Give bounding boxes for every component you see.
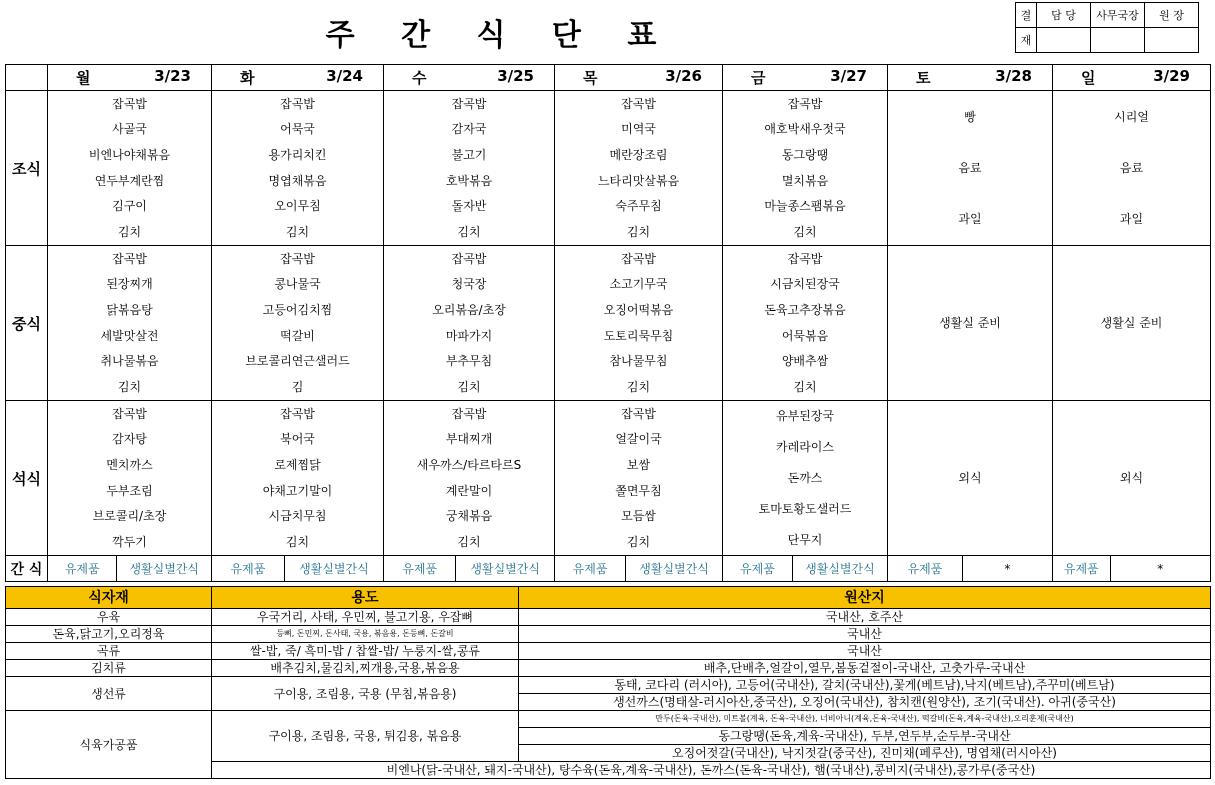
menu-cell (723, 401, 888, 556)
meal-row (6, 246, 1211, 401)
menu-item: 돌자반 (451, 199, 487, 214)
menu-item: 어묵볶음 (781, 328, 829, 343)
menu-item: 두부조림 (106, 483, 153, 498)
menu-item: 잡곡밥 (112, 251, 147, 266)
menu-item: 김치 (457, 225, 481, 240)
snack-item: 유제품 (723, 556, 793, 581)
menu-item: 감자탕 (112, 432, 147, 447)
menu-item: 시금치무침 (268, 509, 327, 524)
origin-source: 동그랑땡(돈육,계육-국내산), 두부,연두부,순두부-국내산 (519, 728, 1211, 745)
origin-use: 구이용, 조림용, 국용 (무침,볶음용) (212, 677, 519, 711)
menu-item: 김구이 (112, 199, 147, 214)
menu-item: 잡곡밥 (451, 406, 487, 421)
menu-item: 야채고기말이 (262, 483, 333, 498)
menu-item: 명엽채볶음 (268, 173, 327, 188)
menu-item: 쫄면무침 (615, 483, 662, 498)
snack-item: 유제품 (555, 556, 626, 581)
menu-item: 잡곡밥 (112, 406, 147, 421)
menu-item: 돈까스 (787, 470, 823, 485)
menu-item: 생활실 준비 (939, 316, 1001, 330)
origin-source: 국내산 (519, 643, 1211, 660)
menu-item: 양배추쌈 (781, 354, 829, 369)
menu-item: 소고기무국 (609, 277, 668, 292)
day-name: 일 (1081, 69, 1096, 87)
day-header (212, 65, 384, 91)
day-name: 토 (916, 69, 931, 87)
menu-item: 새우까스/타르타르S (416, 458, 522, 473)
menu-item: 김치 (457, 535, 481, 550)
origin-row (6, 660, 1211, 677)
snack-item: * (1004, 561, 1011, 576)
origin-use: 배추김치,물김치,찌개용,국용,볶음용 (212, 660, 519, 677)
menu-item: 잡곡밥 (621, 251, 656, 266)
menu-item: 생활실 준비 (1100, 316, 1163, 330)
menu-cell (555, 91, 723, 246)
menu-item: 음료 (1119, 160, 1144, 175)
origin-header-row (6, 587, 1211, 609)
snack-item: 생활실별간식 (805, 562, 875, 576)
menu-item: 느타리맛살볶음 (597, 173, 680, 188)
approval-sign-2[interactable] (1091, 28, 1145, 53)
menu-item: 얼갈이국 (615, 432, 662, 447)
origin-header: 식자재 (6, 587, 212, 609)
menu-item: 오이무침 (274, 199, 321, 214)
day-date: 3/25 (497, 67, 534, 85)
origin-item: 생선류 (6, 677, 212, 711)
origin-row (6, 626, 1211, 643)
menu-cell (888, 401, 1053, 556)
menu-item: 모듬쌈 (621, 509, 656, 524)
approval-side-2: 재 (1016, 28, 1037, 53)
snack-item: 유제품 (888, 556, 963, 581)
day-name: 화 (240, 69, 255, 87)
menu-item: 외식 (1119, 471, 1144, 485)
menu-item: 마늘종스팸볶음 (764, 199, 846, 214)
origin-source: 동태, 코다리 (러시아), 고등어(국내산), 갈치(국내산),꽃게(베트남),낙지(베트남),주꾸미(베트남) (519, 677, 1211, 694)
menu-item: 부대찌개 (445, 432, 493, 447)
menu-item: 과일 (1119, 212, 1144, 227)
origin-source: 국내산, 호주산 (519, 609, 1211, 626)
day-header (384, 65, 555, 91)
menu-item: 떡갈비 (280, 328, 315, 343)
menu-item: 유부된장국 (776, 409, 834, 424)
snack-item: 생활실별간식 (299, 562, 369, 576)
origin-use: 등뼈, 돈민찌, 돈사태, 국용, 볶음용, 돈등뼈, 돈갈비 (212, 626, 519, 643)
menu-item: 잡곡밥 (621, 96, 656, 111)
page-title: 주 간 식 단 표 (325, 18, 675, 53)
origin-row (6, 643, 1211, 660)
menu-item: 잡곡밥 (787, 251, 823, 266)
snack-row (6, 556, 1211, 582)
origin-source: 생선까스(명태살-러시아산,중국산), 오징어(국내산), 참치캔(원양산), 조기(국내산). 아귀(중국산) (519, 694, 1211, 711)
approval-sign-1[interactable] (1037, 28, 1091, 53)
snack-cell (723, 556, 888, 582)
menu-item: 잡곡밥 (280, 251, 315, 266)
origin-footer: 비엔나(닭-국내산, 돼지-국내산), 탕수육(돈육,계육-국내산), 돈까스(돈육-국내산), 햄(국내산),콩비지(국내산),콩가루(중국산) (212, 762, 1211, 779)
menu-item: 애호박새우젓국 (764, 122, 846, 137)
menu-item: 오리볶음/초장 (432, 303, 506, 318)
menu-cell (212, 246, 384, 401)
meal-label: 중식 (6, 246, 48, 401)
menu-cell (384, 91, 555, 246)
menu-item: 외식 (958, 471, 982, 485)
origin-row (6, 711, 1211, 728)
snack-item: 유제품 (212, 556, 285, 581)
menu-item: 메란장조림 (609, 148, 668, 163)
snack-item: 유제품 (384, 556, 456, 581)
menu-item: 청국장 (451, 277, 487, 292)
snack-cell (212, 556, 384, 582)
origin-source: 배추,단배추,얼갈이,열무,봄동겉절이-국내산, 고춧가루-국내산 (519, 660, 1211, 677)
menu-item: 숙주무침 (615, 199, 662, 214)
menu-item: 마파가지 (445, 328, 493, 343)
snack-item: * (1157, 561, 1164, 576)
menu-cell (1053, 91, 1211, 246)
menu-item: 동그랑땡 (781, 148, 829, 163)
menu-item: 돈육고추장볶음 (764, 303, 846, 318)
menu-item: 김치 (117, 225, 142, 240)
snack-cell (555, 556, 723, 582)
menu-item: 멘치까스 (106, 458, 153, 473)
menu-item: 김 (291, 380, 304, 395)
menu-cell (48, 246, 212, 401)
meal-label: 조식 (6, 91, 48, 246)
origin-item: 김치류 (6, 660, 212, 677)
day-header-row (6, 65, 1211, 91)
menu-item: 김치 (626, 380, 651, 395)
menu-item: 참나물무침 (609, 354, 668, 369)
menu-item: 브로콜리연근샐러드 (245, 354, 350, 369)
approval-side-1: 결 (1016, 3, 1037, 28)
snack-label: 간 식 (6, 556, 48, 582)
menu-cell (212, 401, 384, 556)
day-name: 목 (583, 69, 598, 87)
origin-use: 구이용, 조림용, 국용, 튀김용, 볶음용 (212, 711, 519, 762)
menu-item: 궁채볶음 (445, 509, 493, 524)
menu-item: 보쌈 (626, 458, 651, 473)
menu-item: 멸치볶음 (781, 173, 829, 188)
menu-cell (48, 401, 212, 556)
day-name: 금 (751, 69, 766, 87)
menu-item: 카레라이스 (776, 440, 834, 455)
menu-item: 과일 (958, 212, 982, 227)
menu-item: 사골국 (112, 122, 147, 137)
menu-item: 미역국 (621, 122, 656, 137)
menu-item: 토마토황도샐러드 (758, 501, 852, 516)
menu-cell (1053, 401, 1211, 556)
snack-item: 생활실별간식 (470, 562, 540, 576)
menu-item: 브로콜리/초장 (92, 509, 167, 524)
origin-item: 우육 (6, 609, 212, 626)
menu-item: 단무지 (787, 532, 823, 547)
meal-row (6, 91, 1211, 246)
snack-cell (1053, 556, 1211, 582)
menu-cell (48, 91, 212, 246)
day-header (1053, 65, 1211, 91)
menu-item: 김치 (285, 535, 310, 550)
menu-item: 고등어김치찜 (262, 303, 333, 318)
menu-item: 호박볶음 (445, 173, 493, 188)
menu-item: 도토리묵무침 (603, 328, 674, 343)
origin-item: 돈육,닭고기,오리정육 (6, 626, 212, 643)
menu-item: 잡곡밥 (280, 96, 315, 111)
menu-item: 잡곡밥 (787, 96, 823, 111)
menu-cell (723, 91, 888, 246)
origin-item: 곡류 (6, 643, 212, 660)
origin-row (6, 677, 1211, 694)
menu-item: 시금치된장국 (770, 277, 840, 292)
day-date: 3/27 (830, 67, 867, 85)
menu-item: 김치 (793, 380, 817, 395)
menu-item: 취나물볶음 (100, 354, 159, 369)
menu-item: 용가리치킨 (268, 148, 327, 163)
snack-item: 생활실별간식 (129, 562, 199, 576)
corner-cell (6, 65, 48, 91)
menu-item: 비엔나야채볶음 (88, 148, 171, 163)
menu-item: 계란말이 (445, 483, 493, 498)
menu-cell (888, 246, 1053, 401)
menu-item: 불고기 (451, 148, 487, 163)
menu-item: 오징어떡볶음 (603, 303, 674, 318)
menu-item: 잡곡밥 (112, 96, 147, 111)
menu-item: 김치 (793, 225, 817, 240)
menu-item: 김치 (285, 225, 310, 240)
menu-item: 김치 (626, 535, 651, 550)
menu-cell (212, 91, 384, 246)
menu-item: 김치 (626, 225, 651, 240)
menu-item: 된장찌개 (106, 277, 153, 292)
menu-item: 북어국 (280, 432, 315, 447)
menu-item: 부추무침 (445, 354, 493, 369)
weekly-menu-table (5, 64, 1211, 582)
day-date: 3/29 (1153, 67, 1190, 85)
origin-table (5, 586, 1211, 779)
menu-cell (1053, 246, 1211, 401)
snack-item: 유제품 (48, 556, 117, 581)
meal-label: 석식 (6, 401, 48, 556)
snack-cell (48, 556, 212, 582)
snack-cell (888, 556, 1053, 582)
day-date: 3/24 (326, 67, 363, 85)
menu-cell (888, 91, 1053, 246)
approval-header-1: 담 당 (1037, 3, 1091, 28)
origin-item: 식육가공품 (6, 711, 212, 779)
snack-item: 유제품 (1053, 556, 1111, 581)
menu-item: 잡곡밥 (451, 251, 487, 266)
origin-header: 용도 (212, 587, 519, 609)
day-date: 3/26 (665, 67, 702, 85)
day-date: 3/28 (995, 67, 1032, 85)
menu-cell (384, 401, 555, 556)
menu-item: 빵 (964, 109, 976, 124)
menu-item: 김치 (117, 380, 142, 395)
approval-sign-3[interactable] (1145, 28, 1199, 53)
menu-item: 김치 (457, 380, 481, 395)
day-name: 월 (76, 69, 91, 87)
menu-item: 잡곡밥 (451, 96, 487, 111)
origin-row (6, 609, 1211, 626)
menu-item: 잡곡밥 (621, 406, 656, 421)
origin-header: 원산지 (519, 587, 1211, 609)
menu-item: 잡곡밥 (280, 406, 315, 421)
day-header (888, 65, 1053, 91)
origin-source: 만두(돈육-국내산), 미트볼(계육, 돈육-국내산), 너비아니(계육,돈육-국내산), 떡갈비(돈육,계육-국내산),오리훈제(국내산) (519, 711, 1211, 728)
approval-header-3: 원 장 (1145, 3, 1199, 28)
menu-item: 어묵국 (280, 122, 315, 137)
snack-cell (384, 556, 555, 582)
menu-item: 시리얼 (1114, 109, 1149, 124)
menu-cell (384, 246, 555, 401)
menu-cell (555, 401, 723, 556)
menu-item: 감자국 (451, 122, 487, 137)
menu-item: 음료 (958, 160, 982, 175)
menu-item: 세발맛살전 (100, 328, 159, 343)
menu-cell (723, 246, 888, 401)
day-header (555, 65, 723, 91)
snack-item: 생활실별간식 (639, 562, 709, 576)
menu-item: 닭볶음탕 (106, 303, 153, 318)
menu-cell (555, 246, 723, 401)
day-name: 수 (412, 69, 427, 87)
menu-item: 로제찜닭 (274, 458, 321, 473)
meal-row (6, 401, 1211, 556)
day-header (723, 65, 888, 91)
origin-source: 오징어젓갈(국내산), 낙지젓갈(중국산), 진미채(페루산), 명엽채(러시아산) (519, 745, 1211, 762)
day-header (48, 65, 212, 91)
menu-item: 콩나물국 (274, 277, 321, 292)
approval-box (1015, 2, 1199, 53)
approval-header-2: 사무국장 (1091, 3, 1145, 28)
origin-use: 우국거리, 사태, 우민찌, 불고기용, 우잡뼈 (212, 609, 519, 626)
menu-item: 깍두기 (112, 535, 147, 550)
origin-use: 쌀-밥, 죽/ 흑미-밥 / 찹쌀-밥/ 누룽지-쌀,콩류 (212, 643, 519, 660)
day-date: 3/23 (154, 67, 191, 85)
origin-source: 국내산 (519, 626, 1211, 643)
menu-item: 연두부계란찜 (94, 173, 165, 188)
